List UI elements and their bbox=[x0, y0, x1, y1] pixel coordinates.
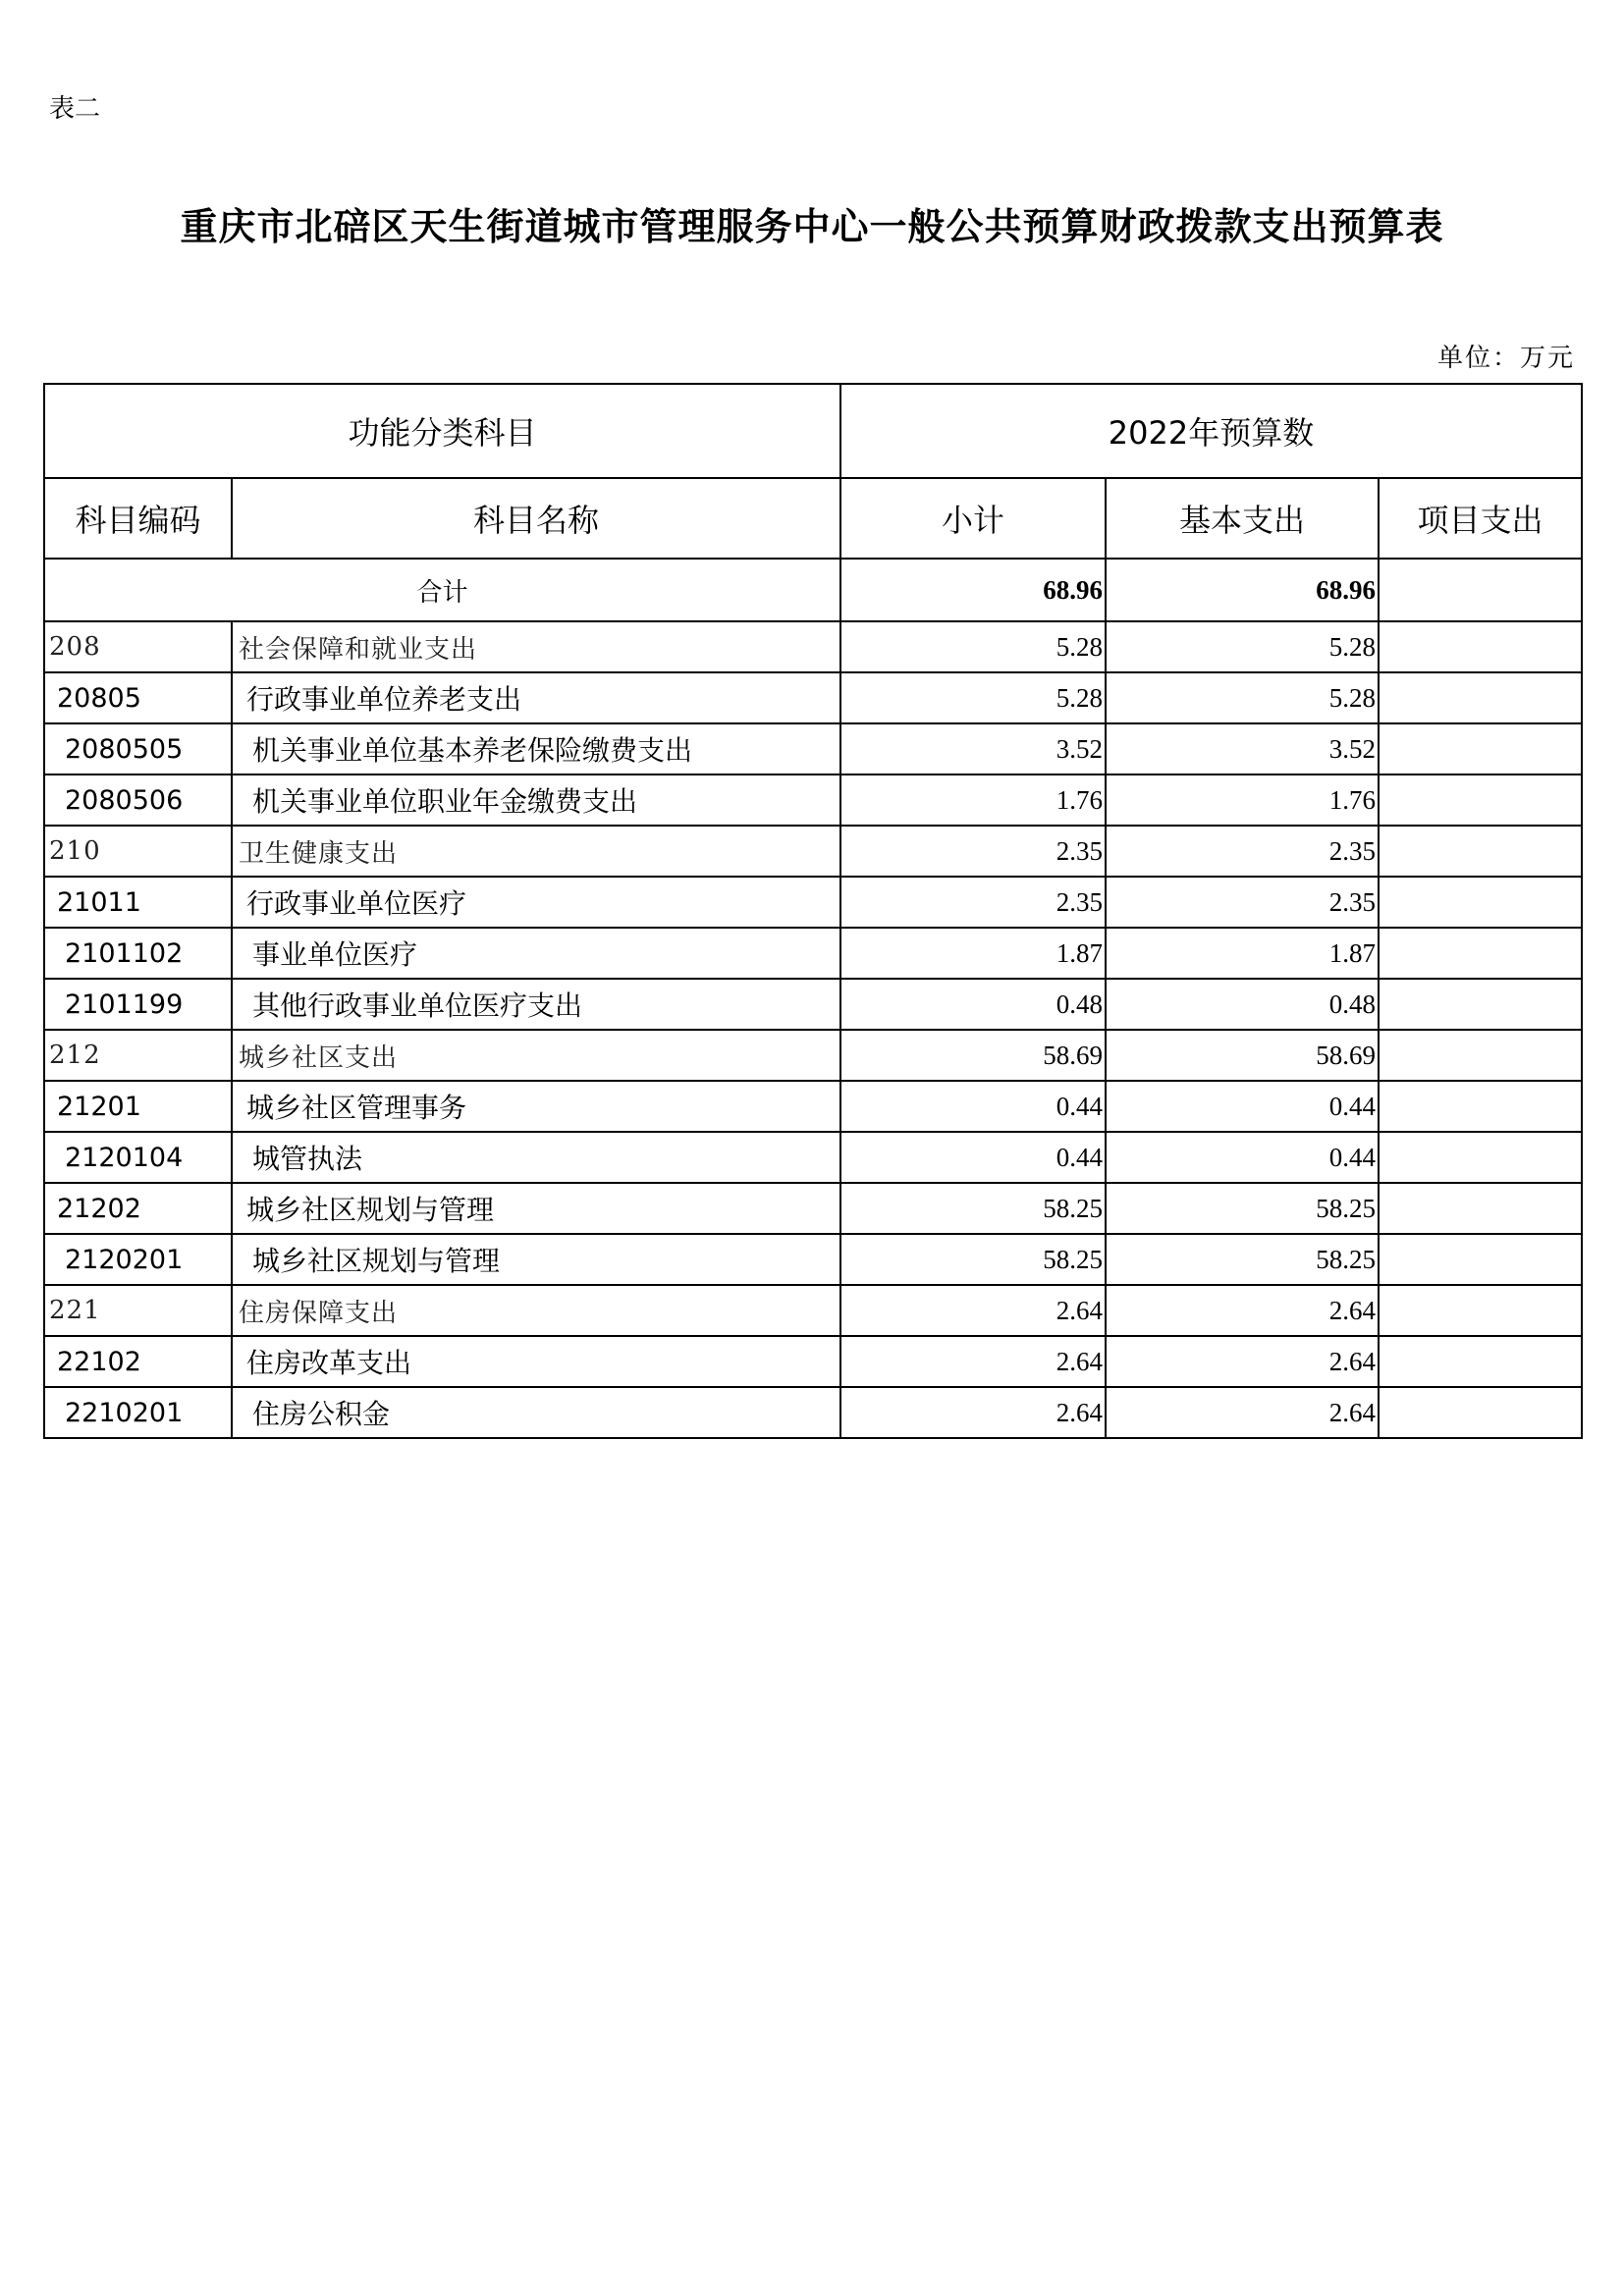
row-name: 城管执法 bbox=[232, 1132, 840, 1183]
row-name: 住房保障支出 bbox=[232, 1285, 840, 1336]
row-name: 行政事业单位养老支出 bbox=[232, 672, 840, 723]
row-code: 22102 bbox=[44, 1336, 232, 1387]
row-basic: 2.64 bbox=[1106, 1336, 1379, 1387]
row-basic: 0.44 bbox=[1106, 1081, 1379, 1132]
row-subtotal: 58.69 bbox=[840, 1030, 1106, 1081]
header-functional-classification: 功能分类科目 bbox=[44, 384, 840, 478]
row-name: 事业单位医疗 bbox=[232, 928, 840, 979]
table-row bbox=[44, 672, 1582, 723]
header-project: 项目支出 bbox=[1379, 478, 1582, 559]
row-code: 212 bbox=[44, 1030, 232, 1081]
row-project bbox=[1379, 1132, 1582, 1183]
row-code: 208 bbox=[44, 621, 232, 672]
table-row bbox=[44, 774, 1582, 826]
row-project bbox=[1379, 1234, 1582, 1285]
total-row bbox=[44, 559, 1582, 621]
row-code: 2210201 bbox=[44, 1387, 232, 1438]
table-row bbox=[44, 1387, 1582, 1438]
row-code: 2080506 bbox=[44, 774, 232, 826]
row-name: 其他行政事业单位医疗支出 bbox=[232, 979, 840, 1030]
row-basic: 2.35 bbox=[1106, 826, 1379, 877]
table-row bbox=[44, 928, 1582, 979]
row-basic: 0.44 bbox=[1106, 1132, 1379, 1183]
total-basic: 68.96 bbox=[1106, 559, 1379, 621]
row-subtotal: 58.25 bbox=[840, 1183, 1106, 1234]
row-basic: 1.87 bbox=[1106, 928, 1379, 979]
row-code: 21202 bbox=[44, 1183, 232, 1234]
row-code: 2120201 bbox=[44, 1234, 232, 1285]
row-subtotal: 2.35 bbox=[840, 877, 1106, 928]
budget-table bbox=[43, 383, 1583, 1439]
page-title: 重庆市北碚区天生街道城市管理服务中心一般公共预算财政拨款支出预算表 bbox=[180, 204, 1444, 248]
row-project bbox=[1379, 826, 1582, 877]
row-subtotal: 58.25 bbox=[840, 1234, 1106, 1285]
table-row bbox=[44, 826, 1582, 877]
row-project bbox=[1379, 1336, 1582, 1387]
table-row bbox=[44, 1234, 1582, 1285]
row-code: 2101102 bbox=[44, 928, 232, 979]
table-row bbox=[44, 1336, 1582, 1387]
row-project bbox=[1379, 723, 1582, 774]
table-row bbox=[44, 979, 1582, 1030]
row-code: 20805 bbox=[44, 672, 232, 723]
row-project bbox=[1379, 1183, 1582, 1234]
row-basic: 3.52 bbox=[1106, 723, 1379, 774]
header-budget-year: 2022年预算数 bbox=[840, 384, 1582, 478]
row-code: 210 bbox=[44, 826, 232, 877]
header-row-2 bbox=[44, 478, 1582, 559]
row-name: 行政事业单位医疗 bbox=[232, 877, 840, 928]
row-project bbox=[1379, 928, 1582, 979]
row-basic: 5.28 bbox=[1106, 672, 1379, 723]
row-subtotal: 2.35 bbox=[840, 826, 1106, 877]
row-project bbox=[1379, 621, 1582, 672]
table-row bbox=[44, 1285, 1582, 1336]
row-basic: 58.25 bbox=[1106, 1183, 1379, 1234]
header-name: 科目名称 bbox=[232, 478, 840, 559]
header-row-1 bbox=[44, 384, 1582, 478]
row-subtotal: 0.44 bbox=[840, 1081, 1106, 1132]
row-code: 2101199 bbox=[44, 979, 232, 1030]
row-name: 城乡社区规划与管理 bbox=[232, 1234, 840, 1285]
total-project bbox=[1379, 559, 1582, 621]
row-subtotal: 2.64 bbox=[840, 1336, 1106, 1387]
row-project bbox=[1379, 1081, 1582, 1132]
row-name: 卫生健康支出 bbox=[232, 826, 840, 877]
row-basic: 2.64 bbox=[1106, 1285, 1379, 1336]
total-label: 合计 bbox=[44, 559, 840, 621]
table-row bbox=[44, 621, 1582, 672]
row-basic: 58.25 bbox=[1106, 1234, 1379, 1285]
row-subtotal: 2.64 bbox=[840, 1285, 1106, 1336]
header-code: 科目编码 bbox=[44, 478, 232, 559]
row-subtotal: 5.28 bbox=[840, 621, 1106, 672]
row-basic: 0.48 bbox=[1106, 979, 1379, 1030]
total-subtotal: 68.96 bbox=[840, 559, 1106, 621]
row-subtotal: 3.52 bbox=[840, 723, 1106, 774]
table-label: 表二 bbox=[49, 94, 101, 124]
row-basic: 2.35 bbox=[1106, 877, 1379, 928]
row-subtotal: 1.87 bbox=[840, 928, 1106, 979]
row-subtotal: 5.28 bbox=[840, 672, 1106, 723]
row-project bbox=[1379, 672, 1582, 723]
table-row bbox=[44, 877, 1582, 928]
row-basic: 2.64 bbox=[1106, 1387, 1379, 1438]
row-subtotal: 0.48 bbox=[840, 979, 1106, 1030]
row-basic: 58.69 bbox=[1106, 1030, 1379, 1081]
row-code: 2080505 bbox=[44, 723, 232, 774]
row-name: 社会保障和就业支出 bbox=[232, 621, 840, 672]
row-subtotal: 0.44 bbox=[840, 1132, 1106, 1183]
row-code: 2120104 bbox=[44, 1132, 232, 1183]
row-name: 住房改革支出 bbox=[232, 1336, 840, 1387]
row-subtotal: 2.64 bbox=[840, 1387, 1106, 1438]
row-code: 21011 bbox=[44, 877, 232, 928]
row-project bbox=[1379, 1030, 1582, 1081]
row-name: 机关事业单位职业年金缴费支出 bbox=[232, 774, 840, 826]
table-row bbox=[44, 723, 1582, 774]
row-subtotal: 1.76 bbox=[840, 774, 1106, 826]
unit-label: 单位：万元 bbox=[1436, 344, 1575, 373]
row-name: 城乡社区规划与管理 bbox=[232, 1183, 840, 1234]
table-row bbox=[44, 1081, 1582, 1132]
row-project bbox=[1379, 877, 1582, 928]
row-project bbox=[1379, 979, 1582, 1030]
row-name: 机关事业单位基本养老保险缴费支出 bbox=[232, 723, 840, 774]
table-row bbox=[44, 1132, 1582, 1183]
row-basic: 1.76 bbox=[1106, 774, 1379, 826]
row-code: 21201 bbox=[44, 1081, 232, 1132]
row-code: 221 bbox=[44, 1285, 232, 1336]
row-name: 住房公积金 bbox=[232, 1387, 840, 1438]
row-name: 城乡社区支出 bbox=[232, 1030, 840, 1081]
row-project bbox=[1379, 774, 1582, 826]
row-project bbox=[1379, 1387, 1582, 1438]
table-row bbox=[44, 1030, 1582, 1081]
row-name: 城乡社区管理事务 bbox=[232, 1081, 840, 1132]
table-row bbox=[44, 1183, 1582, 1234]
header-basic: 基本支出 bbox=[1106, 478, 1379, 559]
header-subtotal: 小计 bbox=[840, 478, 1106, 559]
row-basic: 5.28 bbox=[1106, 621, 1379, 672]
row-project bbox=[1379, 1285, 1582, 1336]
